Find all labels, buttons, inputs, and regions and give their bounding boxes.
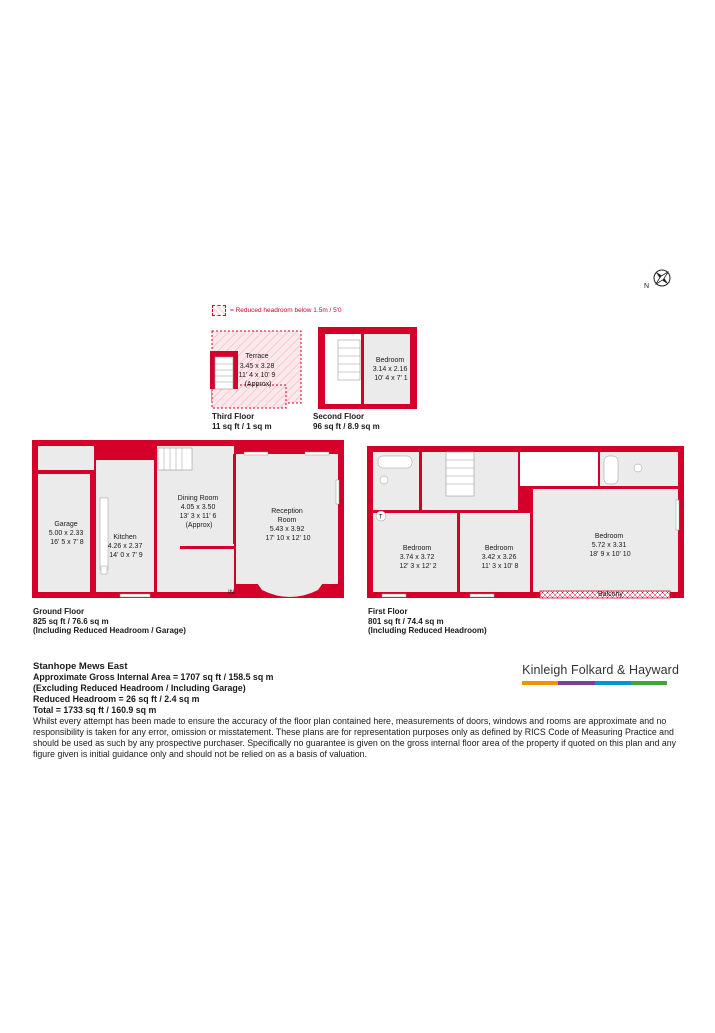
terrace-label: Terrace 3.45 x 3.28 11' 4 x 10' 9 (Approx): [238, 353, 276, 388]
first-floor-plan: [367, 446, 684, 598]
entrance-label: IN: [228, 589, 235, 596]
bath-icon-2: [604, 456, 618, 484]
second-floor-bedroom-label: Bedroom 3.14 x 2.16 10' 4 x 7' 1: [372, 357, 408, 382]
compass-north-label: N: [644, 283, 650, 290]
ground-floor-title: Ground Floor: [33, 607, 85, 616]
third-floor-title: Third Floor: [212, 412, 255, 421]
kitchen-label: Kitchen 4.26 x 2.37 14' 0 x 7' 9: [107, 534, 143, 559]
property-title: Stanhope Mews East: [33, 661, 128, 672]
garage-label: Garage 5.00 x 2.33 16' 5 x 7' 8: [48, 521, 84, 546]
ground-floor-stairs: [158, 448, 192, 470]
second-floor-stairs: [338, 340, 360, 380]
property-info: [33, 661, 683, 760]
third-floor-caption: [212, 412, 272, 431]
first-floor-bedroom-2-label: Bedroom 3.42 x 3.26 11' 3 x 10' 8: [481, 545, 519, 570]
ground-floor-note: (Including Reduced Headroom / Garage): [33, 626, 186, 635]
third-floor-plan: [210, 331, 301, 408]
first-floor-bedroom-3-label: Bedroom 5.72 x 3.31 18' 9 x 10' 10: [589, 533, 631, 558]
ground-floor-plan: [32, 440, 344, 598]
gross-area-line: Approximate Gross Internal Area = 1707 sq ft / 158.5 sq m: [33, 672, 274, 682]
first-floor-note: (Including Reduced Headroom): [368, 626, 487, 635]
cupboard-label: T: [378, 513, 383, 521]
first-floor-caption: [368, 607, 487, 636]
first-floor-area: 801 sq ft / 74.4 sq m: [368, 616, 444, 626]
third-floor-stairs: [210, 351, 238, 389]
balcony-label: Balcony: [598, 591, 623, 598]
second-floor-title: Second Floor: [313, 412, 365, 421]
disclaimer-text: Whilst every attempt has been made to ensure the accuracy of the floor plan contained here, measurements of doors, windows and rooms are approximate and no responsibility is taken for any error, omission or misstatement. These plans are for representation purposes only as defined by RICS Code of Measuring Practice and should be used as such by any prospective purchaser. Specifically no guarantee is given on the gross internal floor area of the property if quoted on this plan and any figure given is initial guidance only and should not be relied on as a basis of valuation.: [33, 716, 677, 759]
total-area-line: Total = 1733 sq ft / 160.9 sq m: [33, 705, 157, 715]
first-floor-stairs: [446, 452, 474, 496]
brand-name: Kinleigh Folkard & Hayward: [522, 663, 679, 677]
bath-icon: [378, 456, 412, 468]
excluding-line: (Excluding Reduced Headroom / Including Garage): [33, 683, 246, 693]
first-floor-bedroom-1-label: Bedroom 3.74 x 3.72 12' 3 x 12' 2: [399, 545, 437, 570]
third-floor-area: 11 sq ft / 1 sq m: [212, 421, 272, 431]
ground-floor-area: 825 sq ft / 76.6 sq m: [33, 616, 109, 626]
first-floor-title: First Floor: [368, 607, 408, 616]
second-floor-area: 96 sq ft / 8.9 sq m: [313, 421, 380, 431]
dining-room-label: Dining Room 4.05 x 3.50 13' 3 x 11' 6 (Approx): [177, 495, 219, 529]
reception-room-label: Reception Room 5.43 x 3.92 17' 10 x 12' 10: [265, 508, 311, 542]
legend-text: = Reduced headroom below 1.5m / 5'0: [230, 307, 342, 314]
ground-floor-caption: [33, 607, 186, 636]
second-floor-plan: [318, 327, 417, 409]
reduced-headroom-line: Reduced Headroom = 26 sq ft / 2.4 sq m: [33, 694, 200, 704]
second-floor-caption: [313, 412, 380, 431]
